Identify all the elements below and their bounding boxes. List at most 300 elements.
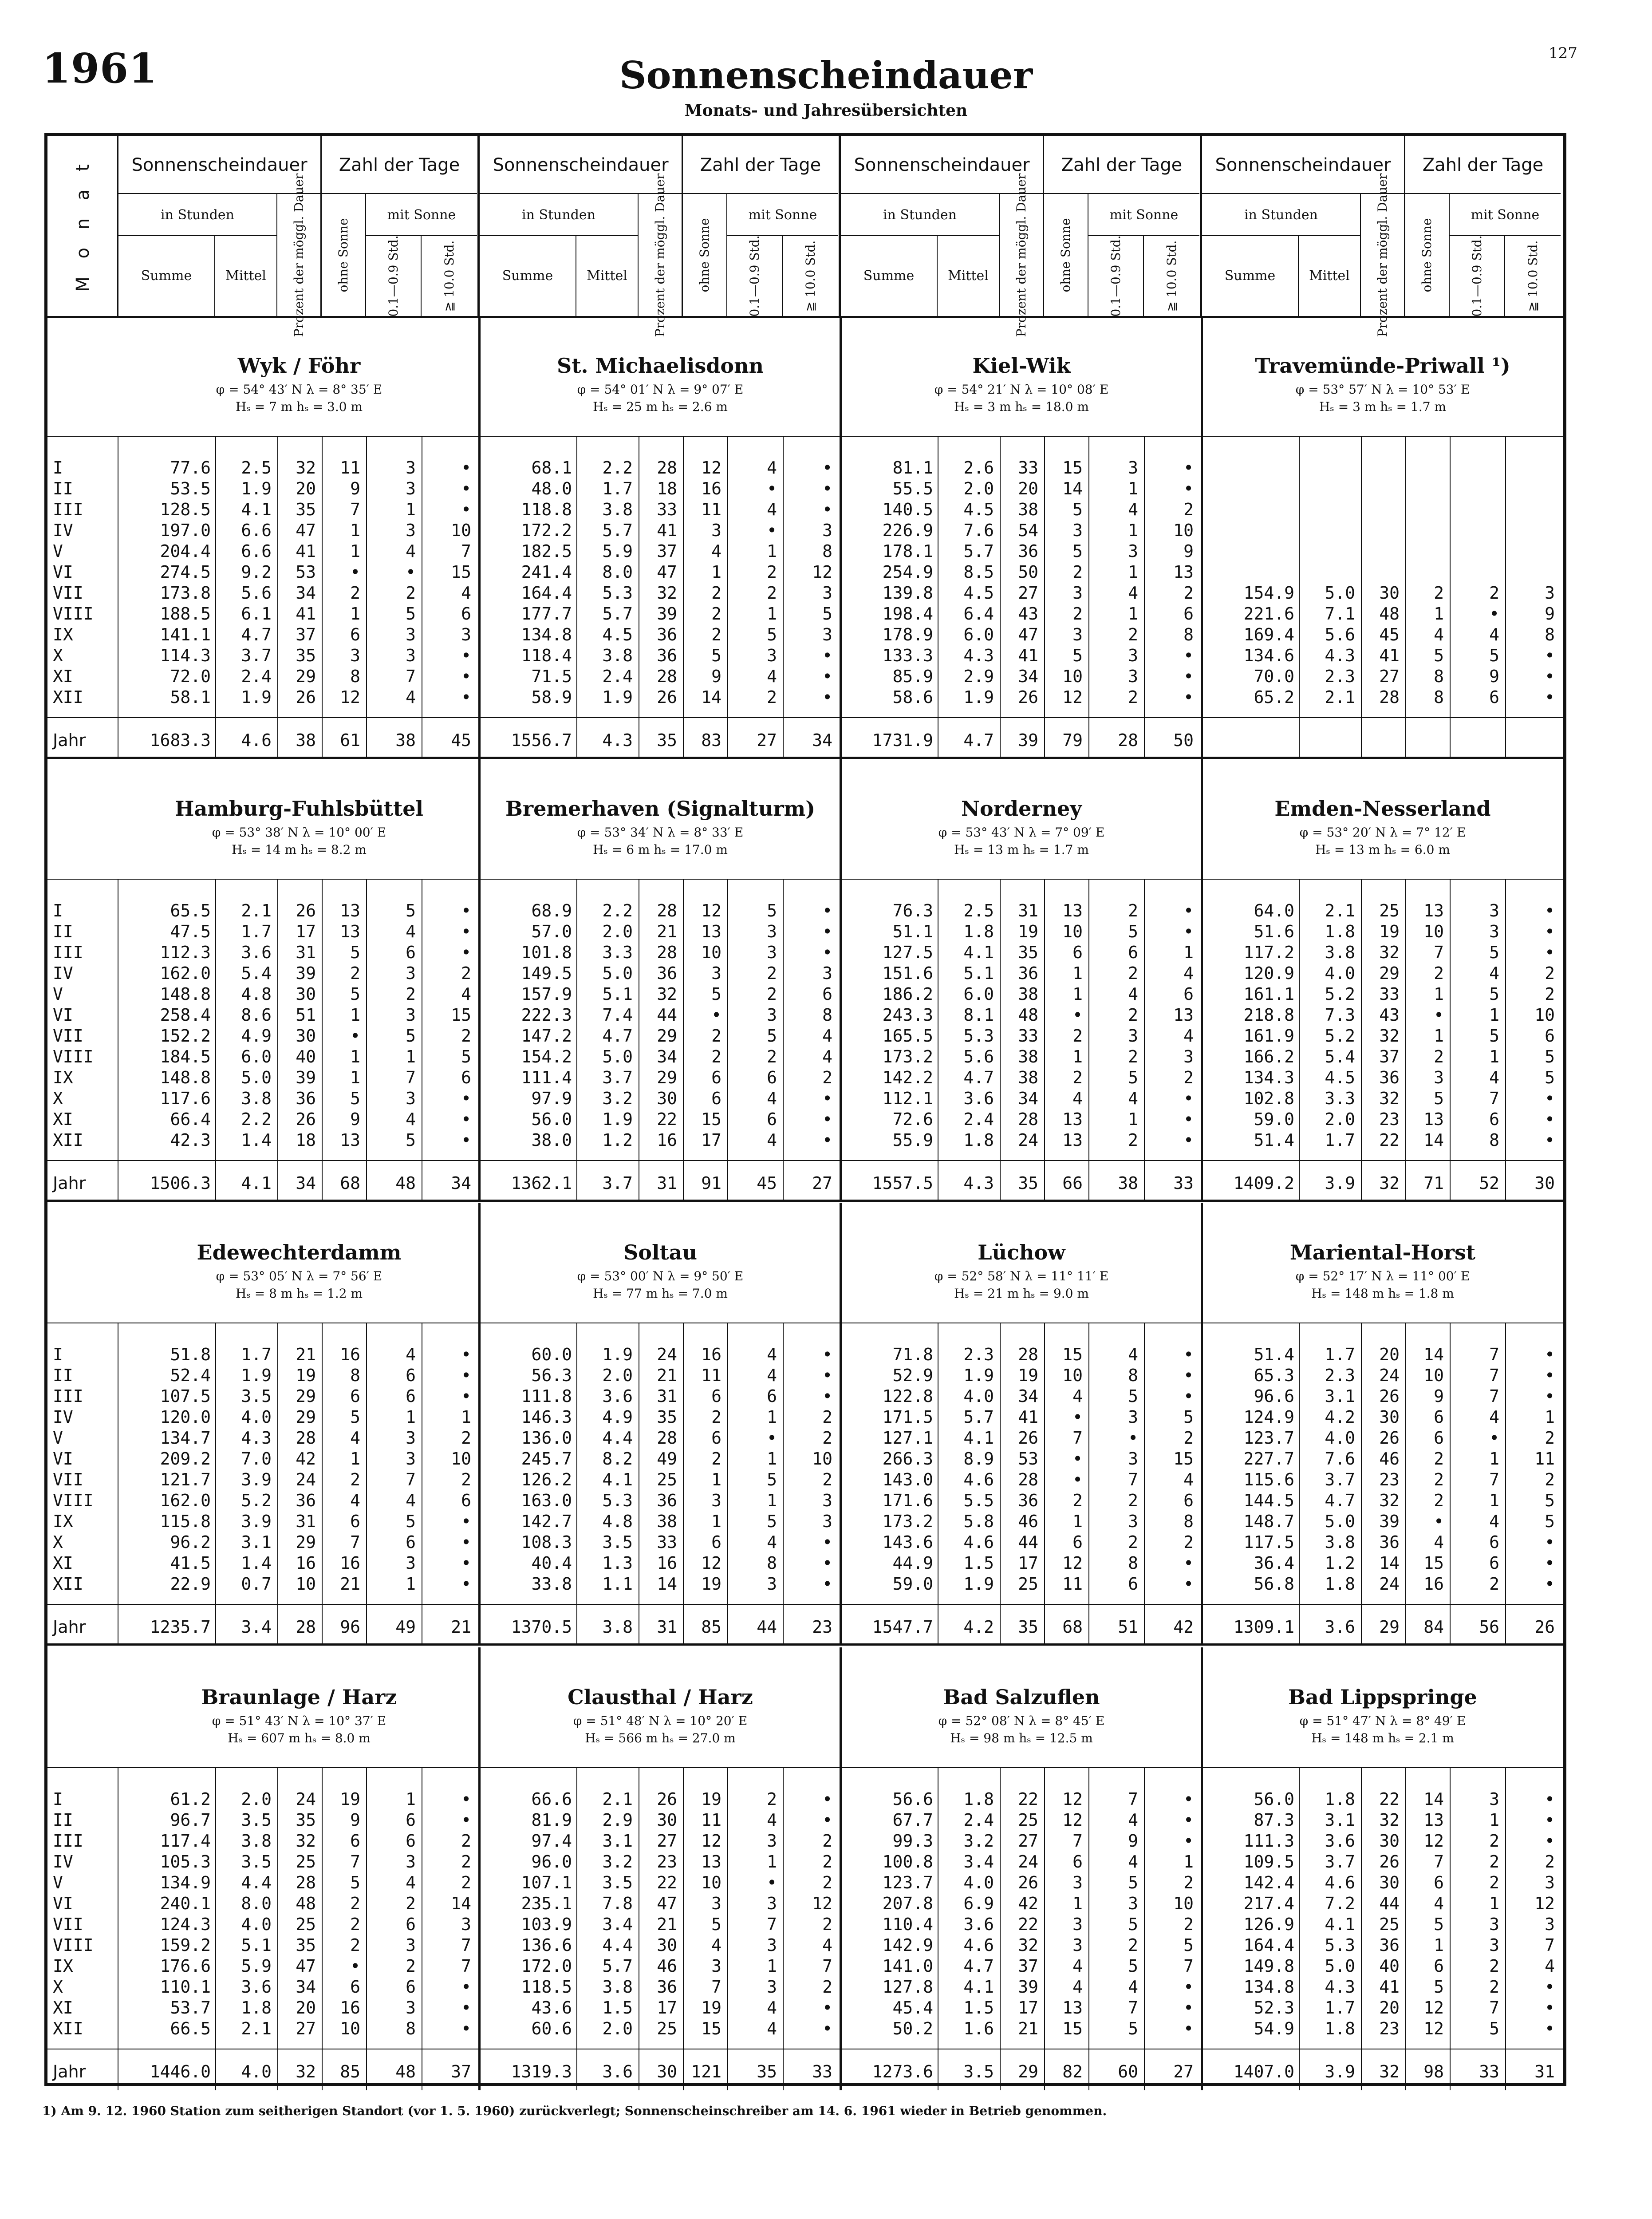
- table-cell: 109.5: [1243, 1852, 1294, 1872]
- table-cell: 36: [657, 625, 677, 644]
- table-cell: 14: [1423, 1789, 1444, 1809]
- table-cell: 12: [1062, 687, 1083, 707]
- year-total-cell: 91: [701, 1173, 722, 1193]
- table-cell: 4: [822, 1047, 832, 1066]
- table-cell: 4: [1128, 583, 1138, 603]
- table-cell: 54.9: [1254, 2019, 1294, 2038]
- table-cell: 30: [657, 1089, 677, 1108]
- table-cell: 39: [296, 963, 316, 983]
- month-label: II: [53, 922, 73, 941]
- table-cell: 144.5: [1243, 1491, 1294, 1510]
- table-cell: 173.2: [882, 1512, 933, 1531]
- year-total-cell: 1362.1: [511, 1173, 572, 1193]
- year-total-cell: 34: [296, 1173, 316, 1193]
- year-label: Jahr: [53, 1173, 86, 1193]
- table-cell: 1: [350, 604, 360, 624]
- table-cell: 5: [1128, 1386, 1138, 1406]
- table-cell: 1: [1128, 521, 1138, 540]
- table-cell: 2: [822, 1068, 832, 1087]
- year-total-cell: 28: [296, 1617, 316, 1637]
- year-total-cell: 38: [296, 730, 316, 750]
- table-cell: •: [1545, 1130, 1555, 1150]
- table-cell: 2: [711, 1047, 722, 1066]
- table-cell: 3: [406, 521, 416, 540]
- table-cell: 21: [657, 1915, 677, 1934]
- table-cell: 3: [767, 943, 777, 962]
- table-cell: 3: [767, 1831, 777, 1851]
- station-name: Bremerhaven (Signalturm): [505, 797, 815, 821]
- table-cell: 218.8: [1243, 1005, 1294, 1025]
- table-cell: 157.9: [521, 984, 572, 1004]
- table-cell: 53.5: [170, 479, 211, 498]
- table-cell: 4: [461, 984, 471, 1004]
- table-cell: 13: [1173, 562, 1194, 582]
- table-cell: 7: [1072, 1831, 1083, 1851]
- table-cell: 9: [1489, 667, 1499, 686]
- table-cell: •: [822, 667, 832, 686]
- table-cell: 5: [1128, 2019, 1138, 2038]
- table-cell: 115.6: [1243, 1470, 1294, 1489]
- table-cell: 10: [1534, 1005, 1555, 1025]
- table-cell: •: [461, 1345, 471, 1364]
- station-coordinates: φ = 53° 34′ N λ = 8° 33′ E: [577, 825, 744, 840]
- table-cell: 68.1: [531, 458, 572, 478]
- year-total-cell: 1407.0: [1233, 2062, 1294, 2081]
- table-cell: 18: [296, 1130, 316, 1150]
- table-cell: 146.3: [521, 1407, 572, 1427]
- station-name: Bad Salzuflen: [943, 1685, 1100, 1709]
- table-cell: 13: [1173, 1005, 1194, 1025]
- table-cell: 147.2: [521, 1026, 572, 1046]
- table-cell: 7: [822, 1956, 832, 1976]
- table-cell: 1.2: [1325, 1553, 1355, 1573]
- table-cell: 26: [1379, 1852, 1400, 1872]
- table-cell: 40.4: [531, 1553, 572, 1573]
- header-without-sun: ohne Sonne: [1405, 194, 1450, 316]
- table-cell: 29: [296, 1532, 316, 1552]
- table-cell: •: [767, 1873, 777, 1892]
- table-cell: 50.2: [892, 2019, 933, 2038]
- table-cell: 2: [1545, 1428, 1555, 1448]
- table-cell: 47: [1018, 625, 1038, 644]
- year-total-cell: 4.1: [241, 1173, 272, 1193]
- table-cell: •: [1183, 1977, 1194, 1997]
- table-cell: 4: [711, 541, 722, 561]
- table-cell: 25: [296, 1852, 316, 1872]
- header-range-low: 0.1—0.9 Std.: [727, 236, 783, 316]
- table-cell: 2: [1128, 963, 1138, 983]
- table-cell: 5: [350, 1407, 360, 1427]
- table-cell: •: [1183, 1998, 1194, 2018]
- table-cell: 2: [461, 1428, 471, 1448]
- table-cell: 5.7: [963, 1407, 994, 1427]
- month-label: VIII: [53, 1047, 94, 1066]
- table-cell: 6: [1545, 1026, 1555, 1046]
- table-cell: 12: [1423, 1831, 1444, 1851]
- table-cell: 54: [1018, 521, 1038, 540]
- table-cell: 7: [1072, 1428, 1083, 1448]
- table-cell: 3: [711, 963, 722, 983]
- year-total-cell: 85: [701, 1617, 722, 1637]
- header-percent: Prozent der möggl. Dauer: [277, 194, 322, 316]
- table-cell: 36: [296, 1089, 316, 1108]
- table-cell: 111.8: [521, 1386, 572, 1406]
- table-cell: 1: [406, 500, 416, 519]
- table-cell: 3: [406, 479, 416, 498]
- table-cell: 9: [711, 667, 722, 686]
- table-cell: 1: [350, 1449, 360, 1469]
- table-cell: 24: [296, 1789, 316, 1809]
- table-cell: •: [461, 479, 471, 498]
- table-cell: 1: [711, 1512, 722, 1531]
- table-cell: 3.8: [602, 500, 633, 519]
- table-cell: 5: [767, 901, 777, 920]
- table-cell: 3: [767, 922, 777, 941]
- table-cell: 5.6: [1325, 625, 1355, 644]
- table-cell: 32: [1379, 943, 1400, 962]
- table-cell: 7: [406, 1068, 416, 1087]
- table-cell: 7: [1183, 1956, 1194, 1976]
- table-cell: •: [822, 901, 832, 920]
- footnote: 1) Am 9. 12. 1960 Station zum seitherigen Standort (vor 1. 5. 1960) zurückverlegt; Sonnenscheinschreiber am 14. 6. 1961 wieder in Betrieb genommen.: [42, 2104, 1107, 2118]
- table-cell: 121.7: [160, 1470, 211, 1489]
- table-cell: 8: [1183, 1512, 1194, 1531]
- table-cell: 56.8: [1254, 1574, 1294, 1594]
- table-cell: 25: [1018, 1574, 1038, 1594]
- table-cell: 3.9: [241, 1470, 272, 1489]
- station-coordinates: φ = 52° 08′ N λ = 8° 45′ E: [938, 1714, 1105, 1728]
- station-heights: Hₛ = 7 m hₛ = 3.0 m: [236, 399, 363, 414]
- table-cell: 1.8: [1325, 1789, 1355, 1809]
- table-cell: 60.0: [531, 1345, 572, 1364]
- table-cell: 15: [1062, 1345, 1083, 1364]
- table-cell: 2: [767, 1047, 777, 1066]
- table-cell: 2: [711, 583, 722, 603]
- table-cell: 2: [1072, 1068, 1083, 1087]
- header-range-high: ≧ 10.0 Std.: [1164, 240, 1179, 312]
- table-cell: 28: [657, 943, 677, 962]
- table-cell: 6: [350, 1512, 360, 1531]
- table-cell: 50: [1018, 562, 1038, 582]
- table-cell: 172.2: [521, 521, 572, 540]
- table-cell: •: [1545, 1089, 1555, 1108]
- year-total-cell: 34: [812, 730, 832, 750]
- table-cell: •: [1183, 2019, 1194, 2038]
- table-cell: 3: [1072, 521, 1083, 540]
- table-cell: 33: [657, 1532, 677, 1552]
- year-total-cell: 38: [395, 730, 416, 750]
- table-cell: 51.6: [1254, 922, 1294, 941]
- year-total-cell: 61: [340, 730, 360, 750]
- table-cell: 111.4: [521, 1068, 572, 1087]
- table-cell: 8.1: [963, 1005, 994, 1025]
- year-total-cell: 98: [1423, 2062, 1444, 2081]
- header-sunshine: Sonnenscheindauer: [118, 136, 322, 194]
- table-cell: 56.0: [1254, 1789, 1294, 1809]
- table-cell: 117.4: [160, 1831, 211, 1851]
- table-cell: 28: [657, 458, 677, 478]
- table-cell: 3: [406, 646, 416, 665]
- table-cell: 28: [296, 1428, 316, 1448]
- table-cell: 1: [711, 1470, 722, 1489]
- table-cell: 10: [1423, 922, 1444, 941]
- table-cell: 1.8: [963, 922, 994, 941]
- year-total-cell: 27: [757, 730, 777, 750]
- table-cell: 9: [1545, 604, 1555, 624]
- table-cell: 3: [1128, 1026, 1138, 1046]
- table-cell: 55.5: [892, 479, 933, 498]
- table-cell: 4: [767, 1998, 777, 2018]
- month-label: VII: [53, 1026, 83, 1046]
- station-heights: Hₛ = 98 m hₛ = 12.5 m: [950, 1731, 1093, 1745]
- table-cell: 6: [461, 604, 471, 624]
- table-cell: 5: [767, 1470, 777, 1489]
- table-cell: 1.5: [602, 1998, 633, 2018]
- table-cell: 12: [1423, 2019, 1444, 2038]
- table-cell: 6: [1434, 1407, 1444, 1427]
- station-heights: Hₛ = 77 m hₛ = 7.0 m: [593, 1286, 728, 1301]
- table-cell: 2: [1489, 1977, 1499, 1997]
- table-cell: 2: [822, 1470, 832, 1489]
- table-cell: 6: [461, 1068, 471, 1087]
- table-cell: 4.5: [602, 625, 633, 644]
- table-cell: 1.3: [602, 1553, 633, 1573]
- table-cell: 22: [657, 1873, 677, 1892]
- table-cell: 2: [822, 1428, 832, 1448]
- header-range-low: 0.1—0.9 Std.: [1088, 236, 1144, 316]
- table-cell: 1: [1072, 1512, 1083, 1531]
- year-total-cell: 66: [1062, 1173, 1083, 1193]
- year-total-cell: 28: [1118, 730, 1138, 750]
- table-cell: 56.3: [531, 1366, 572, 1385]
- header-percent: Prozent der möggl. Dauer: [639, 194, 683, 316]
- table-cell: •: [461, 943, 471, 962]
- table-cell: 35: [296, 646, 316, 665]
- table-cell: 47: [296, 521, 316, 540]
- table-cell: •: [350, 562, 360, 582]
- month-label: XII: [53, 1130, 83, 1150]
- table-cell: 31: [657, 1386, 677, 1406]
- table-cell: 258.4: [160, 1005, 211, 1025]
- month-label: II: [53, 1366, 73, 1385]
- table-cell: 10: [296, 1574, 316, 1594]
- table-cell: 3: [406, 963, 416, 983]
- month-label: I: [53, 1789, 63, 1809]
- table-cell: 5: [1072, 541, 1083, 561]
- table-cell: 1.7: [602, 479, 633, 498]
- table-cell: 7.1: [1325, 604, 1355, 624]
- table-cell: 3: [1545, 583, 1555, 603]
- table-cell: 9: [1183, 541, 1194, 561]
- table-cell: 17: [701, 1130, 722, 1150]
- table-cell: 3: [711, 521, 722, 540]
- table-cell: •: [1545, 1574, 1555, 1594]
- table-cell: 1: [406, 1789, 416, 1809]
- table-cell: 19: [701, 1789, 722, 1809]
- table-cell: 4: [1434, 1532, 1444, 1552]
- table-cell: 26: [296, 901, 316, 920]
- table-cell: 5: [1434, 1089, 1444, 1108]
- table-cell: 71.5: [531, 667, 572, 686]
- station-name: Emden-Nesserland: [1274, 797, 1491, 821]
- table-cell: 23: [1379, 1110, 1400, 1129]
- table-cell: 177.7: [521, 604, 572, 624]
- table-cell: 3.4: [963, 1852, 994, 1872]
- table-cell: 51.4: [1254, 1130, 1294, 1150]
- table-cell: 2.3: [1325, 1366, 1355, 1385]
- table-cell: 2: [461, 1852, 471, 1872]
- table-cell: 1.4: [241, 1553, 272, 1573]
- table-cell: 2: [767, 1789, 777, 1809]
- table-cell: 2: [1434, 1470, 1444, 1489]
- table-cell: 3.7: [602, 1068, 633, 1087]
- table-cell: 2: [1545, 963, 1555, 983]
- table-cell: 2.2: [602, 458, 633, 478]
- table-cell: 4: [350, 1491, 360, 1510]
- table-cell: 2: [1434, 1449, 1444, 1469]
- year-total-cell: 29: [1018, 2062, 1038, 2081]
- table-cell: 115.8: [160, 1512, 211, 1531]
- month-label: IV: [53, 963, 73, 983]
- table-cell: 14: [1062, 479, 1083, 498]
- year-label: Jahr: [53, 1617, 86, 1637]
- table-cell: 19: [701, 1574, 722, 1594]
- table-cell: 5: [1489, 646, 1499, 665]
- station-header: [118, 354, 480, 414]
- table-cell: •: [1545, 1831, 1555, 1851]
- table-cell: •: [767, 521, 777, 540]
- station-name: Braunlage / Harz: [201, 1685, 397, 1709]
- year-total-cell: 34: [451, 1173, 471, 1193]
- table-cell: 35: [1018, 943, 1038, 962]
- table-cell: 3: [1072, 1935, 1083, 1955]
- table-cell: 3: [406, 1998, 416, 2018]
- table-cell: 2: [767, 583, 777, 603]
- table-cell: 58.1: [170, 687, 211, 707]
- table-cell: 32: [1379, 1089, 1400, 1108]
- table-cell: 35: [296, 500, 316, 519]
- table-cell: 2: [1183, 1068, 1194, 1087]
- table-cell: 1: [767, 1852, 777, 1872]
- table-cell: 8: [406, 2019, 416, 2038]
- header-mean: Mittel: [576, 236, 639, 316]
- table-cell: 4: [406, 1491, 416, 1510]
- table-cell: •: [822, 1366, 832, 1385]
- table-cell: 4.2: [1325, 1407, 1355, 1427]
- station-coordinates: φ = 53° 43′ N λ = 7° 09′ E: [938, 825, 1105, 840]
- year-total-cell: 82: [1062, 2062, 1083, 2081]
- year-total-cell: 1370.5: [511, 1617, 572, 1637]
- table-cell: •: [350, 1026, 360, 1046]
- year-total-cell: 32: [296, 2062, 316, 2081]
- year-total-cell: 1506.3: [150, 1173, 211, 1193]
- table-cell: 124.9: [1243, 1407, 1294, 1427]
- station-header: [1202, 797, 1563, 857]
- year-label: Jahr: [53, 730, 86, 750]
- table-cell: •: [1545, 667, 1555, 686]
- table-cell: 36: [1379, 1935, 1400, 1955]
- table-cell: 1: [1434, 1026, 1444, 1046]
- table-cell: 274.5: [160, 562, 211, 582]
- month-label: X: [53, 1977, 63, 1997]
- station-name: St. Michaelisdonn: [557, 354, 764, 378]
- month-label: XI: [53, 1553, 73, 1573]
- station-name: Wyk / Föhr: [237, 354, 361, 378]
- year-total-cell: 1557.5: [872, 1173, 933, 1193]
- table-cell: 11: [701, 1810, 722, 1830]
- year-total-cell: 1235.7: [150, 1617, 211, 1637]
- table-cell: 31: [296, 1512, 316, 1531]
- table-cell: 4: [1489, 1407, 1499, 1427]
- table-cell: 23: [1379, 2019, 1400, 2038]
- table-cell: 1: [406, 1407, 416, 1427]
- table-cell: 17: [657, 1998, 677, 2018]
- table-cell: 1: [1434, 1935, 1444, 1955]
- table-cell: 1: [1128, 604, 1138, 624]
- table-cell: 1.6: [963, 2019, 994, 2038]
- page-title: Sonnenscheindauer: [619, 53, 1033, 97]
- table-cell: 28: [657, 1428, 677, 1448]
- table-cell: 7: [350, 1532, 360, 1552]
- table-cell: 2: [1434, 1047, 1444, 1066]
- table-cell: 27: [1018, 1831, 1038, 1851]
- header-sum: Summe: [1202, 236, 1299, 316]
- table-cell: •: [461, 687, 471, 707]
- table-cell: 32: [1379, 1491, 1400, 1510]
- table-cell: 21: [296, 1345, 316, 1364]
- table-cell: 24: [657, 1345, 677, 1364]
- table-cell: •: [1434, 1005, 1444, 1025]
- table-cell: 99.3: [892, 1831, 933, 1851]
- station-header: [480, 354, 841, 414]
- year-total-cell: 32: [1379, 2062, 1400, 2081]
- table-cell: 221.6: [1243, 604, 1294, 624]
- table-cell: 5.4: [1325, 1047, 1355, 1066]
- table-cell: 38: [1018, 1068, 1038, 1087]
- table-cell: 2: [350, 583, 360, 603]
- table-cell: 3.8: [602, 646, 633, 665]
- table-cell: 6: [350, 625, 360, 644]
- table-cell: 65.5: [170, 901, 211, 920]
- table-cell: 24: [1018, 1130, 1038, 1150]
- table-cell: 1: [1128, 1110, 1138, 1129]
- table-cell: 41: [1379, 646, 1400, 665]
- table-cell: 5: [1128, 1068, 1138, 1087]
- year-total-cell: 1409.2: [1233, 1173, 1294, 1193]
- table-cell: 6: [1183, 1491, 1194, 1510]
- table-cell: 1: [767, 1407, 777, 1427]
- table-cell: 10: [451, 521, 471, 540]
- table-cell: 10: [1173, 1894, 1194, 1913]
- table-cell: 4: [1489, 1068, 1499, 1087]
- table-cell: 14: [657, 1574, 677, 1594]
- table-cell: 4.0: [241, 1915, 272, 1934]
- table-cell: 24: [1018, 1852, 1038, 1872]
- table-cell: 2: [822, 1873, 832, 1892]
- table-cell: 33: [1379, 984, 1400, 1004]
- table-cell: 25: [1379, 1915, 1400, 1934]
- table-cell: •: [1183, 1574, 1194, 1594]
- table-cell: 4: [406, 1345, 416, 1364]
- year-total-cell: 44: [757, 1617, 777, 1637]
- month-label: IV: [53, 1852, 73, 1872]
- table-cell: 10: [1173, 521, 1194, 540]
- year-total-cell: 48: [395, 2062, 416, 2081]
- table-cell: 176.6: [160, 1956, 211, 1976]
- table-cell: 3.7: [241, 646, 272, 665]
- table-cell: 4.3: [963, 646, 994, 665]
- year-total-cell: 29: [1379, 1617, 1400, 1637]
